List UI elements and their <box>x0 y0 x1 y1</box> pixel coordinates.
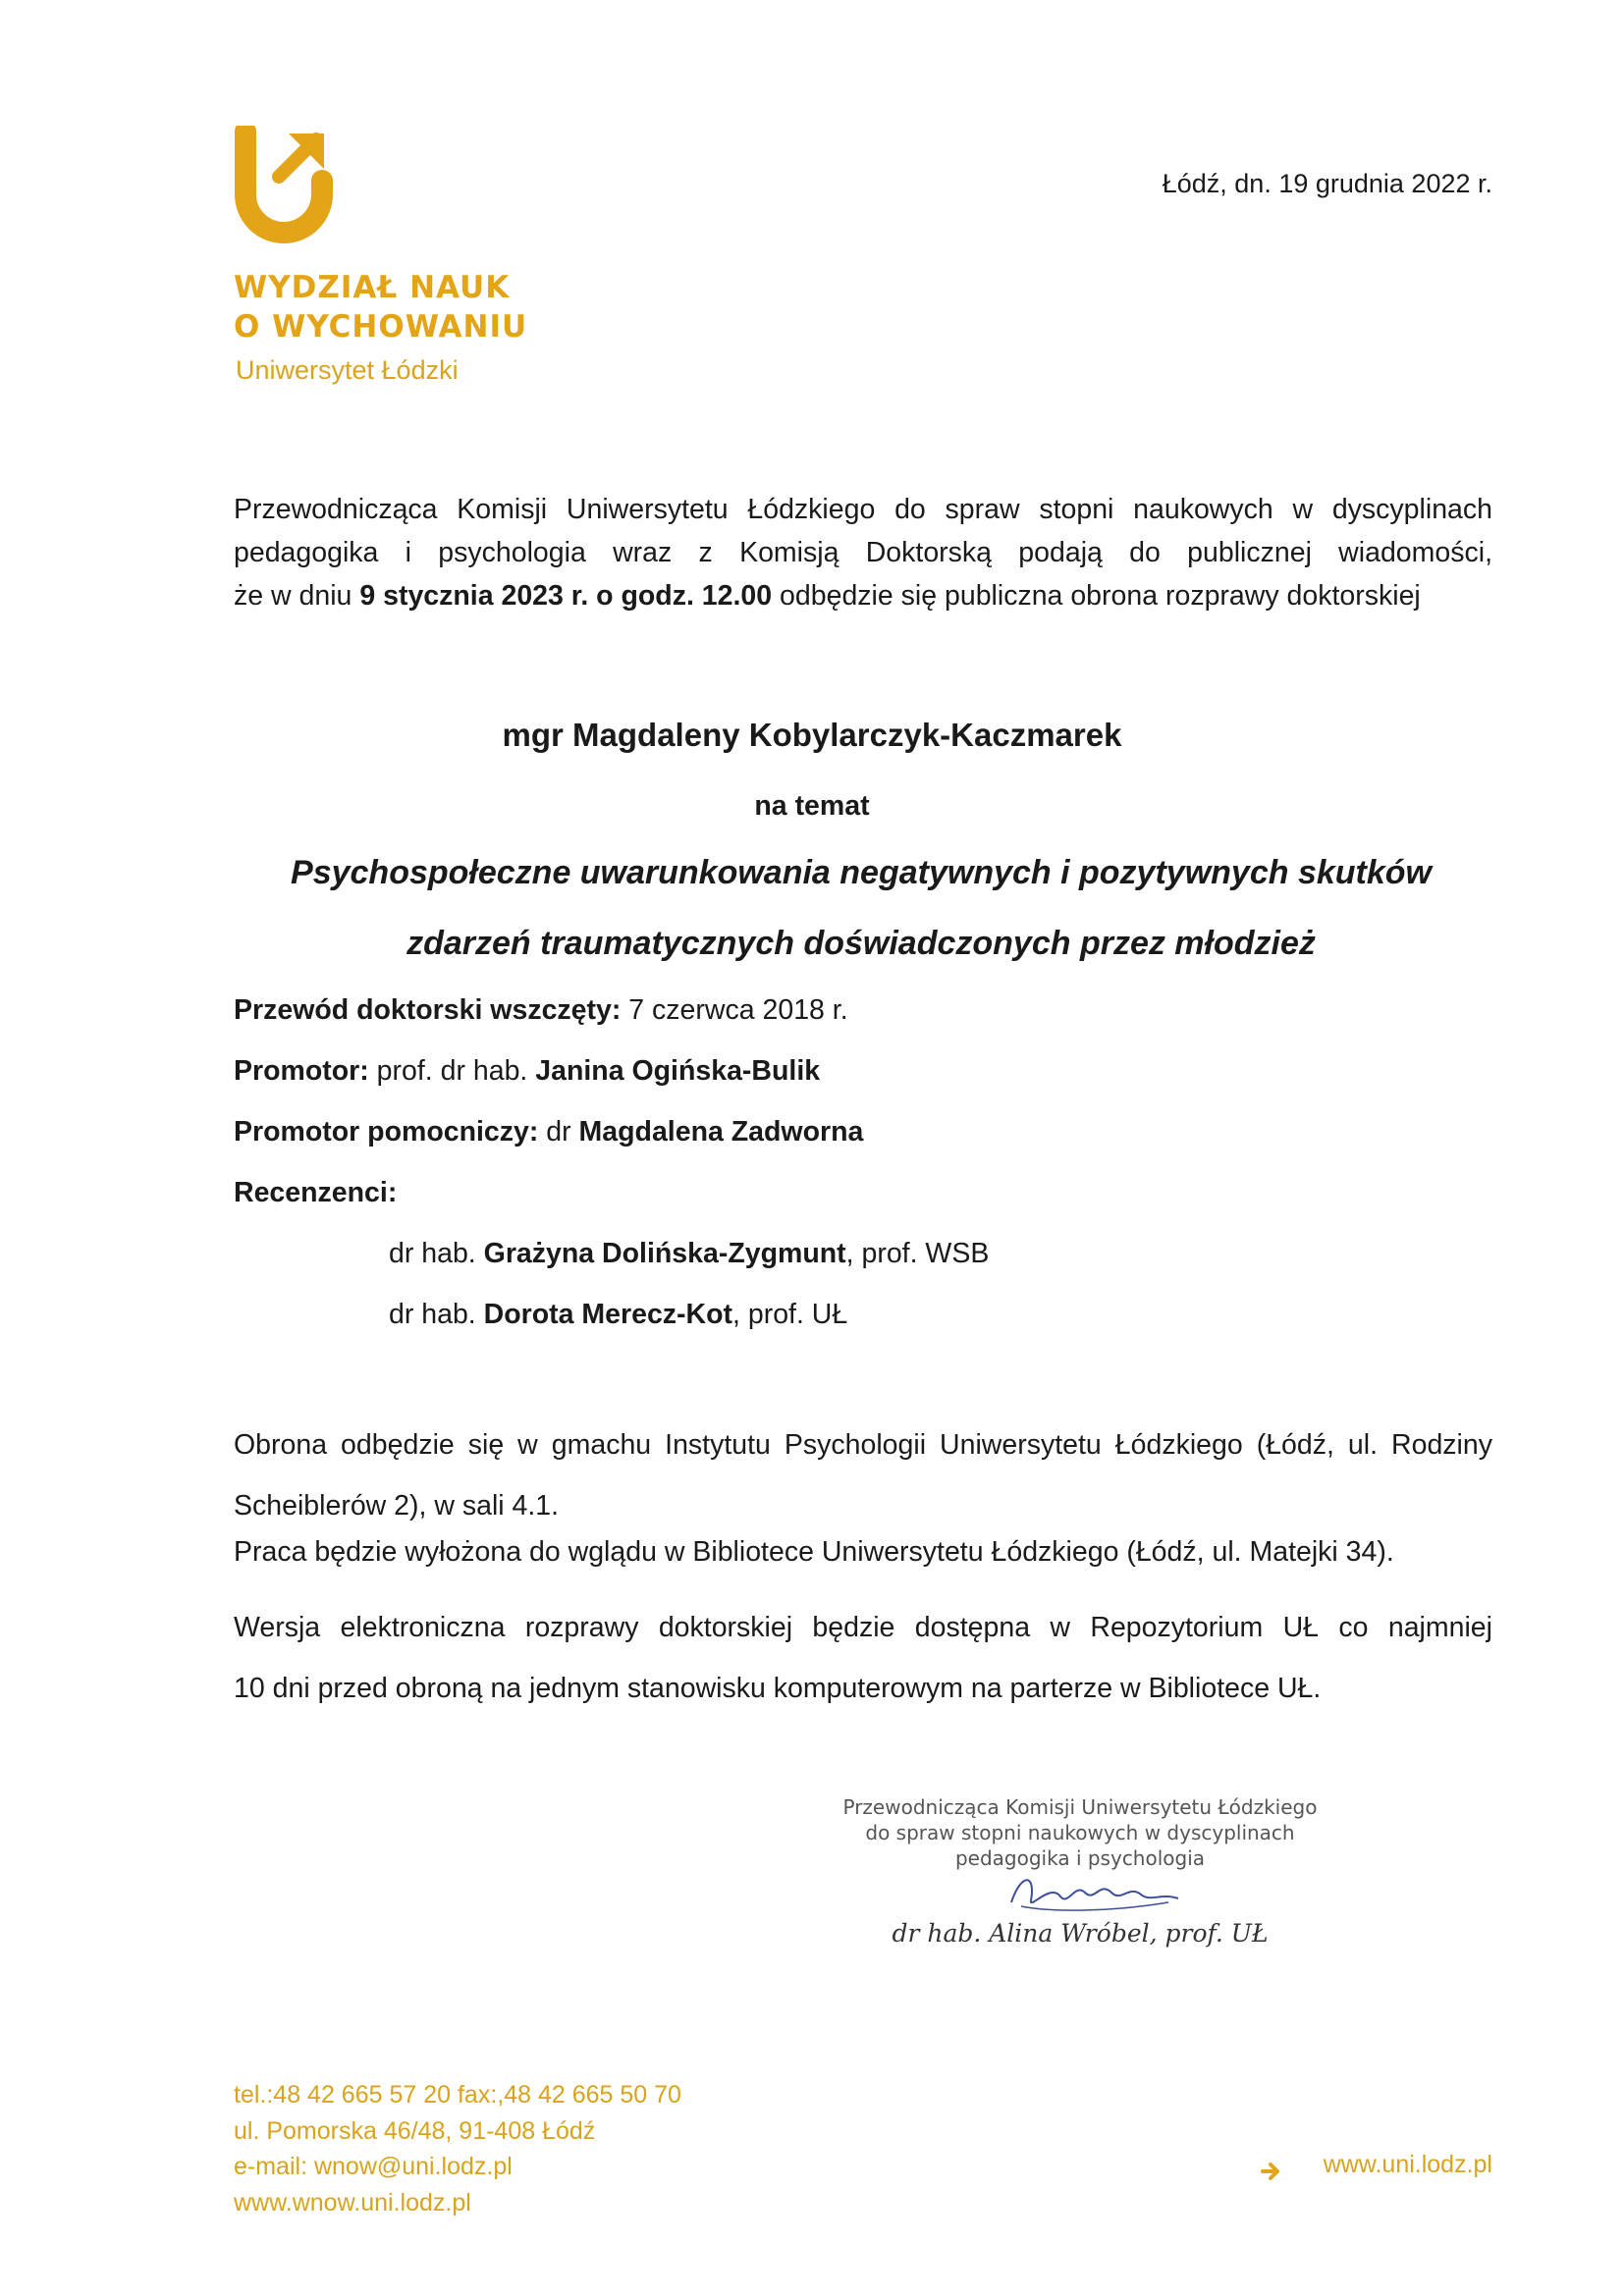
intro-line-2: pedagogika i psychologia wraz z Komisją Doktorską podają do publicznej wiadomości, <box>234 537 1492 568</box>
reviewer-title: dr hab. <box>389 1238 484 1269</box>
intro-text: że w dniu <box>234 580 360 612</box>
reviewers-label-text: Recenzenci: <box>234 1177 398 1208</box>
thesis-title-line2: zdarzeń traumatycznych doświadczonych przez młodzież <box>406 925 1316 962</box>
defense-location <box>234 1415 1492 1536</box>
reviewer-title: dr hab. <box>389 1299 484 1330</box>
intro-text: odbędzie się publiczna obrona rozprawy doktorskiej <box>772 580 1421 612</box>
university-name: Uniwersytet Łódzki <box>236 355 459 385</box>
opened-label: Przewód doktorski wszczęty: <box>234 994 622 1026</box>
footer-faculty-website[interactable]: www.wnow.uni.lodz.pl <box>234 2189 471 2216</box>
library-notice: Praca będzie wyłożona do wglądu w Bibliotece Uniwersytetu Łódzkiego (Łódź, ul. Matejki 34). <box>234 1536 1394 1568</box>
promoter-label: Promotor: <box>234 1055 369 1087</box>
location-line-2: Scheiblerów 2), w sali 4.1. <box>234 1490 560 1522</box>
reviewer-item <box>389 1299 847 1331</box>
reviewer-item <box>389 1238 989 1270</box>
document-date: Łódź, dn. 19 grudnia 2022 r. <box>1162 169 1492 198</box>
promoter-row <box>234 1055 820 1088</box>
arrow-right-icon <box>1259 2160 1282 2183</box>
location-line-1: Obrona odbędzie się w gmachu Instytutu Psychologii Uniwersytetu Łódzkiego (Łódź, ul. Rodziny <box>234 1429 1492 1461</box>
electronic-line-1: Wersja elektroniczna rozprawy doktorskiej będzie dostępna w Repozytorium UŁ co najmniej <box>234 1612 1492 1643</box>
stamp-line-1: Przewodnicząca Komisji Uniwersytetu Łódzkiego <box>842 1795 1318 1819</box>
defense-datetime: 9 stycznia 2023 r. o godz. 12.00 <box>359 580 773 612</box>
aux-promoter-name: Magdalena Zadworna <box>578 1116 864 1148</box>
promoter-name: Janina Ogińska-Bulik <box>535 1055 821 1087</box>
footer-email[interactable]: e-mail: wnow@uni.lodz.pl <box>234 2153 513 2180</box>
topic-label: na temat <box>754 790 870 822</box>
handwritten-signature <box>992 1863 1188 1922</box>
stamp-line-2: do spraw stopni naukowych w dyscyplinach <box>865 1821 1295 1844</box>
opened-value: 7 czerwca 2018 r. <box>621 994 848 1026</box>
footer-address: ul. Pomorska 46/48, 91-408 Łódź <box>234 2117 596 2145</box>
footer-university-website[interactable]: www.uni.lodz.pl <box>1323 2151 1492 2178</box>
reviewer-affiliation: , prof. UŁ <box>732 1299 848 1330</box>
signer-name: dr hab. Alina Wróbel, prof. UŁ <box>892 1919 1269 1948</box>
footer-phone: tel.:48 42 665 57 20 fax:,48 42 665 50 70 <box>234 2081 681 2109</box>
electronic-version-notice <box>234 1597 1492 1719</box>
faculty-name-line1: WYDZIAŁ NAUK <box>234 270 511 305</box>
aux-promoter-title: dr <box>538 1116 579 1148</box>
reviewer-name: Dorota Merecz-Kot <box>483 1299 733 1330</box>
reviewer-name: Grażyna Dolińska-Zygmunt <box>483 1238 846 1269</box>
official-stamp <box>835 1794 1326 1871</box>
announcement-intro <box>234 488 1492 617</box>
faculty-name-line2: O WYCHOWANIU <box>234 309 528 345</box>
aux-promoter-label: Promotor pomocniczy: <box>234 1116 539 1148</box>
candidate-name: mgr Magdaleny Kobylarczyk-Kaczmarek <box>502 717 1122 753</box>
intro-line-1: Przewodnicząca Komisji Uniwersytetu Łódzkiego do spraw stopni naukowych w dyscyplinach <box>234 494 1492 525</box>
promoter-title: prof. dr hab. <box>368 1055 536 1087</box>
intro-line-3 <box>234 574 1492 617</box>
electronic-line-2: 10 dni przed obroną na jednym stanowisku komputerowym na parterze w Bibliotece UŁ. <box>234 1673 1322 1704</box>
thesis-title-line1: Psychospołeczne uwarunkowania negatywnych i pozytywnych skutków <box>291 854 1432 891</box>
proceeding-opened-row <box>234 994 848 1027</box>
reviewer-affiliation: , prof. WSB <box>845 1238 990 1269</box>
reviewers-label <box>234 1177 397 1209</box>
aux-promoter-row <box>234 1116 863 1148</box>
stamp-line-3: pedagogika i psychologia <box>954 1846 1206 1870</box>
university-logo-icon <box>232 126 336 247</box>
